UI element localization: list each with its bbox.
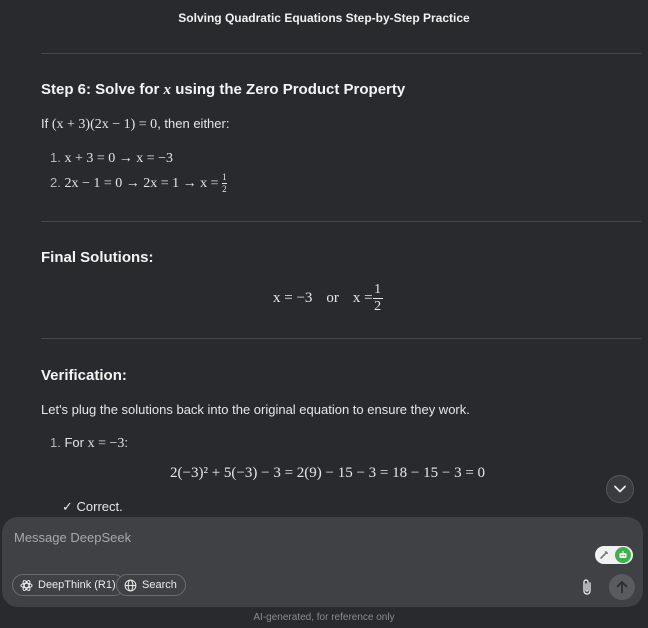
atom-icon	[20, 579, 33, 592]
solution-1: x = −3	[273, 289, 313, 306]
pen-icon	[597, 548, 611, 562]
verification-heading: Verification:	[41, 367, 127, 384]
disclaimer: AI-generated, for reference only	[253, 612, 395, 623]
fraction-numerator: 1	[374, 281, 382, 297]
fraction	[222, 173, 227, 194]
deepthink-button[interactable]	[12, 574, 125, 596]
chevron-down-icon	[614, 485, 626, 493]
correct-note: ✓ Correct.	[62, 499, 123, 514]
list-item-math: 2x − 1 = 0 → 2x = 1 → x =	[64, 175, 223, 191]
list-item-prefix: For	[64, 435, 88, 450]
verification-intro: Let's plug the solutions back into the original equation to ensure they work.	[41, 402, 470, 417]
fraction-denominator: 2	[374, 298, 382, 314]
step6-heading-prefix: Step 6: Solve for	[41, 81, 164, 98]
search-label: Search	[142, 579, 177, 591]
list-item-math: x = −3	[87, 436, 125, 451]
list-item	[50, 435, 128, 452]
fraction-numerator: 1	[222, 172, 227, 182]
step6-heading	[41, 81, 405, 99]
step6-intro-suffix: , then either:	[157, 116, 230, 131]
divider	[41, 221, 642, 222]
arrow-up-icon	[616, 580, 628, 594]
mode-toggle[interactable]	[595, 546, 633, 564]
list-item-number: 1.	[50, 150, 61, 165]
list-item-suffix: :	[124, 435, 129, 450]
divider	[41, 53, 642, 54]
or-word: or	[326, 289, 339, 306]
message-composer	[2, 517, 643, 607]
list-item-math: x + 3 = 0 → x = −3	[64, 151, 174, 166]
list-item-number: 2.	[50, 174, 61, 190]
search-button[interactable]	[116, 574, 186, 596]
step6-heading-suffix: using the Zero Product Property	[171, 81, 406, 98]
send-button[interactable]	[609, 574, 635, 600]
attach-button[interactable]	[578, 577, 596, 597]
step6-intro	[41, 116, 229, 133]
step6-intro-prefix: If	[41, 116, 52, 131]
step6-intro-math: (x + 3)(2x − 1) = 0	[51, 117, 158, 132]
page-title: Solving Quadratic Equations Step-by-Step Practice	[178, 11, 470, 25]
list-item-number: 1.	[50, 435, 61, 450]
list-item	[50, 150, 173, 167]
solution-2-prefix: x =	[352, 289, 373, 306]
fraction	[373, 283, 383, 314]
final-heading: Final Solutions:	[41, 249, 154, 266]
divider	[41, 338, 642, 339]
step6-heading-var: x	[163, 82, 172, 98]
scroll-down-button[interactable]	[606, 475, 634, 503]
paperclip-icon	[581, 578, 593, 596]
globe-icon	[124, 579, 137, 592]
fraction-denominator: 2	[222, 184, 227, 194]
verification-equation: 2(−3)² + 5(−3) − 3 = 2(9) − 15 − 3 = 18 − 15 − 3 = 0	[170, 465, 486, 481]
list-item	[50, 173, 227, 194]
message-input[interactable]: Message DeepSeek	[14, 530, 132, 545]
final-solutions-display	[273, 280, 383, 316]
deepthink-label: DeepThink (R1)	[38, 579, 116, 591]
robot-icon	[615, 547, 631, 563]
